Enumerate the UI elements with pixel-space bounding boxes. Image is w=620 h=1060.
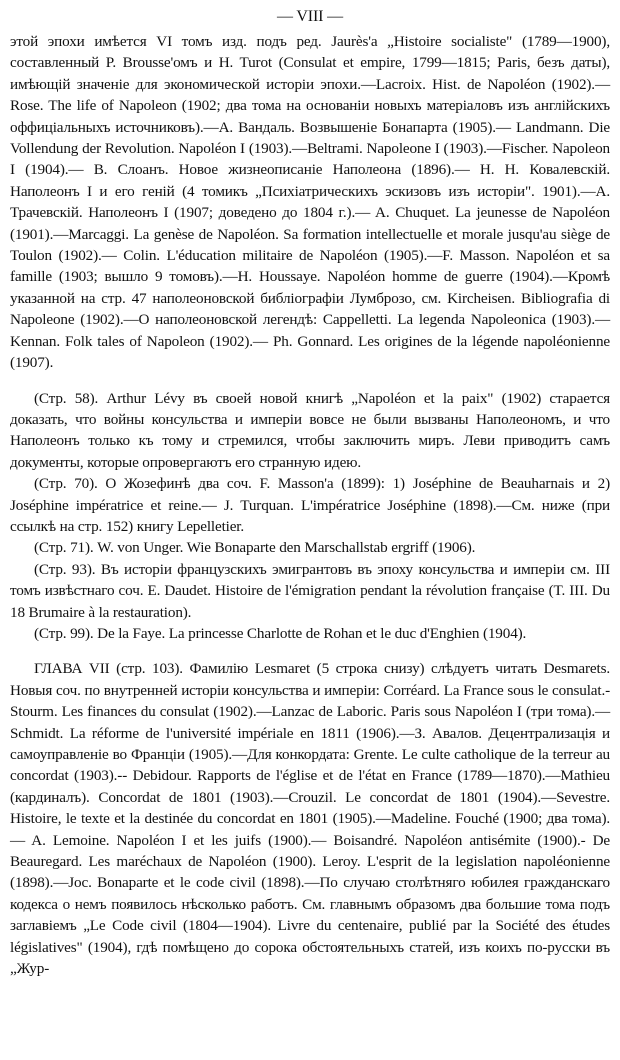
paragraph-spacer [10,374,610,388]
note-page-70: (Стр. 70). О Жозефинѣ два соч. F. Masson'а (1899): 1) Joséphine de Beauharnais и 2) Joséphine impératrice et reine.— J. Turquan. L'impératrice Joséphine (1898).—См. ниже (при ссылкѣ на стр. 152) книгу Lepelletier. [10,475,610,535]
paragraph-spacer [10,644,610,658]
page-number: — VIII — [276,8,344,25]
chapter-7-notes: ГЛАВА VII (стр. 103). Фамилію Lesmaret (5 строка снизу) слѣдуетъ читать Desmarets. Новыя соч. по внутренней исторіи консульства и имперіи: Corréard. La France sous le consulat.- Stourm. Les finances du consulat (1902).—Lanzac de Laboric. Paris sous Napoléon I (три тома).—Schmidt. La réforme de l'université impériale en 1811 (1906).—З. Авалов. Децентрализація и самоуправленіе во Франціи (1905).—Для конкордата: Grente. Le culte catholique de la terreur au concordat (1903).-- Debidour. Rapports de l'église et de l'état en France (1789—1870).—Mathieu (кардиналъ). Concordat de 1801 (1903).—Crouzil. Le concordat de 1801 (1904).—Sevestre. Histoire, le texte et la destinée du concordat en 1801 (1905).—Madeline. Fouché (1900; два тома).— A. Lemoine. Napoléon I et les juifs (1900).— Boisandré. Napoléon antisémite (1900).- De Beauregard. Les maréchaux de Napoléon (1900). Leroy. L'esprit de la legislation napoléonienne (1898).—Joc. Bonaparte et le code civil (1898).—По случаю столѣтняго юбилея гражданскаго кодекса о немъ появилось нѣсколько работъ. См. главнымъ образомъ два большие тома подъ заглавіемъ „Le Code civil (1804—1904). Livre du centenaire, publié par la Société des études législatives" (1904), гдѣ помѣщено до сорока обстоятельныхъ статей, изъ коихъ по-русски въ „Жур- [10,660,610,978]
bibliography-paragraph-1: этой эпохи имѣется VI томъ изд. подъ ред. Jaurès'а „Histoire socialiste" (1789—1900), составленный P. Brousse'омъ и H. Turot (Consulat et empire, 1799—1815; Paris, безъ даты), имѣющій значеніе для экономической исторіи эпохи.—Lacroix. Hist. de Napoléon (1902).—Rose. The life of Napoleon (1902; два тома на основаніи новыхъ матеріаловъ изъ англійскихъ оффиціальныхъ источниковъ).—А. Вандаль. Возвышеніе Бонапарта (1905).— Landmann. Die Vollendung der Revolution. Napoléon I (1903).—Beltrami. Napoleone I (1903).—Fischer. Napoleon I (1904).— В. Слоанъ. Новое жизнеописаніе Наполеона (1896).— Н. Н. Ковалевскій. Наполеонъ I и его геній (4 томикъ „Психіатрическихъ эскизовъ изъ исторіи". 1901).—А. Трачевскій. Наполеонъ I (1907; доведено до 1804 г.).— A. Chuquet. La jeunesse de Napoléon (1901).—Marcaggi. La genèse de Napoléon. Sa formation intellectuelle et morale jusqu'au siège de Toulon (1902).— Colin. L'éducation militaire de Napoléon (1905).—F. Masson. Napoléon et sa famille (1903; вышло 9 томовъ).—H. Houssaye. Napoléon homme de guerre (1904).—Кромѣ указанной на стр. 47 наполеоновской библіографіи Лумброзо, см. Kircheisen. Bibliografia di Napoleone (1902).—О наполеоновской легендѣ: Cappelletti. La legenda Napoleonica (1903).— Kennan. Folk tales of Napoleon (1902).— Ph. Gonnard. Les origines de la légende napoléonienne (1907). [10,33,610,372]
note-page-93: (Стр. 93). Въ исторіи французскихъ эмигрантовъ въ эпоху консульства и имперіи см. III томъ извѣстнаго соч. E. Daudet. Histoire de l'émigration pendant la révolution française (T. III. Du 18 Brumaire à la restauration). [10,560,610,621]
note-page-71: (Стр. 71). W. von Unger. Wie Bonaparte den Marschallstab ergriff (1906). [34,539,476,557]
note-page-99: (Стр. 99). De la Faye. La princesse Charlotte de Rohan et le duc d'Enghien (1904). [34,624,527,642]
note-page-58: (Стр. 58). Arthur Lévy въ своей новой книгѣ „Napoléon et la paix" (1902) старается доказать, что войны консульства и имперіи вовсе не были вызваны Наполеономъ, и что Наполеонъ только къ тому и стремился, чтобы заключить миръ. Леви приводитъ самъ документы, которые опровергаютъ его странную идею. [10,389,610,471]
